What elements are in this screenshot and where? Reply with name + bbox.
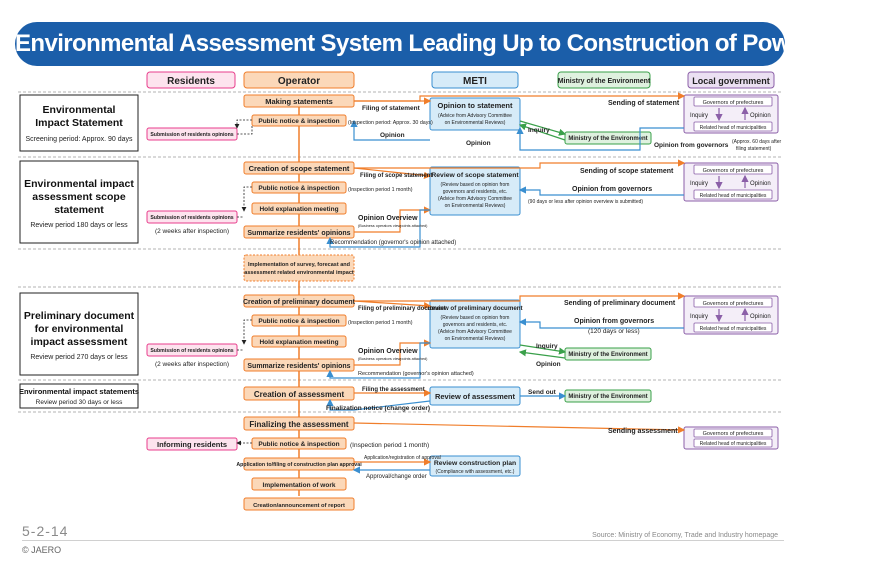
review-prelim-sub-line3: (Advice from Advisory Committee (438, 329, 512, 335)
label-application-registration: Application/registration of approval (364, 455, 441, 461)
column-headers (147, 72, 774, 88)
label-recommendation-1: Recommendation (governor's opinion attached) (330, 240, 457, 246)
label-within-90: (90 days or less after opinion overview is submitted) (528, 199, 644, 205)
stage-2-period: Review period 180 days or less (30, 222, 128, 229)
stage-2-name-line3: statement (54, 204, 104, 216)
flow-arrows (330, 96, 684, 470)
application-construction-plan: Application to/filing of construction plan approval (236, 462, 362, 468)
column-header-ministry-environment: Ministry of the Environment (557, 78, 651, 85)
governors-2: Governors of prefectures (702, 168, 764, 174)
public-notice-2: Public notice & inspection (258, 185, 340, 192)
label-filing-prelim: Filing of preliminary document (358, 306, 446, 312)
label-opinion-overview-sub-1: (Business operators viewpoints attached) (358, 224, 428, 228)
creation-scope-statement: Creation of scope statement (248, 164, 350, 173)
label-sending-assessment: Sending assessment (608, 428, 678, 435)
page-title: Environmental Assessment System Leading Up to Construction of Power Station (15, 30, 895, 57)
moe-box-3: Ministry of the Environment (568, 394, 648, 400)
creation-of-assessment: Creation of assessment (253, 390, 345, 399)
label-sending-scope: Sending of scope statement (580, 168, 674, 175)
label-120-days: (120 days or less) (588, 328, 640, 335)
governors-4: Governors of prefectures (702, 431, 764, 437)
label-opinion-1b: Opinion (466, 140, 491, 147)
public-notice-1: Public notice & inspection (258, 118, 340, 125)
label-opinion-overview-2: Opinion Overview (358, 348, 418, 355)
label-inspection-1month-1: (Inspection period 1 month) (348, 187, 413, 193)
label-filing-statement: Filing of statement (362, 105, 420, 112)
review-prelim-sub-line4: on Environmental Reviews) (444, 336, 506, 342)
inquiry-2: Inquiry (690, 181, 709, 187)
informing-residents: Informing residents (156, 440, 228, 449)
label-inspection-1month-3: (Inspection period 1 month) (350, 442, 430, 449)
stage-labels (19, 95, 139, 408)
label-sending-statement: Sending of statement (608, 100, 680, 107)
public-notice-4: Public notice & inspection (258, 441, 340, 448)
label-opinion-governors-3: Opinion from governors (574, 318, 655, 325)
related-heads-2: Related head of municipalities (699, 193, 767, 199)
governors-3: Governors of prefectures (702, 301, 764, 307)
submission-opinions-2: Submission of residents opinions (150, 215, 234, 221)
implementation-survey-line1: Implementation of survey, forecast and (248, 262, 350, 268)
residents-boxes (147, 128, 237, 450)
label-opinion-overview-1: Opinion Overview (358, 215, 418, 222)
review-scope-sub-line1: (Review based on opinion from (440, 182, 510, 188)
label-sending-prelim: Sending of preliminary document (564, 300, 676, 307)
stage-2-name-line2: assessment scope (32, 191, 126, 203)
column-header-operator: Operator (277, 76, 321, 87)
stage-3-name-line2: for environmental (34, 323, 124, 335)
hold-explanation-meeting-2: Hold explanation meeting (259, 339, 339, 346)
label-inquiry-1: Inquiry (528, 127, 550, 134)
stage-4-name: Environmental impact statements (18, 387, 140, 396)
label-approval-change: Approval/change order (366, 474, 427, 480)
label-approx-60-line2: filing statement) (736, 146, 772, 152)
moe-box-1: Ministry of the Environment (568, 136, 648, 142)
label-inspection-30: (Inspection period: Approx. 30 days) (348, 120, 433, 126)
review-of-assessment: Review of assessment (434, 392, 516, 401)
opinion-2: Opinion (750, 181, 771, 187)
related-heads-4: Related head of municipalities (699, 441, 767, 447)
inquiry-1: Inquiry (690, 113, 709, 119)
review-preliminary-document: Review of preliminary document (427, 305, 523, 312)
label-filing-scope: Filing of scope statement (360, 173, 433, 179)
submission-opinions-1: Submission of residents opinions (150, 132, 234, 138)
opinion-statement-sub-line1: (Advice from Advisory Committee (438, 113, 512, 119)
stage-2-name-line1: Environmental impact (24, 178, 134, 190)
column-header-local-government: Local government (692, 76, 770, 86)
copyright: © JAERO (22, 545, 62, 555)
making-statements: Making statements (265, 97, 333, 106)
label-opinion-overview-sub-2: (Business operators viewpoints attached) (358, 357, 428, 361)
stage-3-name-line1: Preliminary document (23, 310, 135, 322)
label-finalization-notice: Finalization notice (change order) (326, 405, 431, 412)
opinion-statement-sub-line2: on Environmental Reviews) (444, 120, 506, 126)
opinion-3: Opinion (750, 314, 771, 320)
label-filing-assessment: Filing the assessment (362, 387, 425, 393)
hold-explanation-meeting-1: Hold explanation meeting (259, 206, 339, 213)
review-scope-sub-line3: (Advice from Advisory Committee (438, 196, 512, 202)
opinion-1: Opinion (750, 113, 771, 119)
label-send-out: Send out (528, 389, 556, 396)
stage-3-period: Review period 270 days or less (30, 354, 128, 361)
governors-1: Governors of prefectures (702, 100, 764, 106)
related-heads-1: Related head of municipalities (699, 125, 767, 131)
column-header-meti: METI (463, 76, 487, 87)
label-recommendation-2: Recommendation (governor's opinion attached) (358, 371, 474, 377)
label-approx-60-line1: (Approx. 60 days after (732, 139, 782, 145)
label-inspection-1month-2: (Inspection period 1 month) (348, 320, 413, 326)
public-notice-3: Public notice & inspection (258, 318, 340, 325)
review-scope-statement: Review of scope statement (431, 172, 519, 179)
label-opinion-3: Opinion (536, 361, 561, 368)
stage-1-name-line1: Environmental (42, 104, 116, 116)
label-opinion-1a: Opinion (380, 132, 405, 139)
review-prelim-sub-line2: governors and residents, etc. (442, 322, 508, 328)
stage-3-name-line3: impact assessment (30, 336, 128, 348)
stage-1-name-line2: Impact Statement (35, 117, 123, 129)
review-plan-sub: (Compliance with assessment, etc.) (435, 469, 515, 475)
column-header-residents: Residents (167, 76, 215, 87)
related-heads-3: Related head of municipalities (699, 326, 767, 332)
submission-opinions-3: Submission of residents opinions (150, 348, 234, 354)
label-opinion-governors-1: Opinion from governors (654, 142, 729, 149)
implementation-survey-line2: assessment related environmental impact (244, 270, 354, 276)
summarize-opinions-1: Summarize residents' opinions (247, 230, 351, 237)
stage-1-period: Screening period: Approx. 90 days (25, 136, 133, 143)
review-scope-sub-line4: on Environmental Reviews) (444, 203, 506, 209)
inquiry-3: Inquiry (690, 314, 709, 320)
moe-box-2: Ministry of the Environment (568, 352, 648, 358)
figure-code: 5-2-14 (22, 523, 69, 539)
source-note: Source: Ministry of Economy, Trade and Industry homepage (592, 532, 778, 539)
review-construction-plan: Review construction plan (433, 460, 517, 467)
summarize-opinions-2: Summarize residents' opinions (247, 363, 351, 370)
two-weeks-note-2: (2 weeks after inspection) (154, 361, 230, 368)
review-scope-sub-line2: governors and residents, etc. (442, 189, 508, 195)
creation-of-report: Creation/announcement of report (253, 503, 345, 509)
label-opinion-governors-2: Opinion from governors (572, 186, 653, 193)
stage-4-period: Review period 30 days or less (35, 399, 123, 406)
label-inquiry-3: Inquiry (536, 343, 558, 350)
finalizing-assessment: Finalizing the assessment (249, 420, 349, 429)
review-prelim-sub-line1: (Review based on opinion from (440, 315, 510, 321)
creation-preliminary-document: Creation of preliminary document (242, 299, 356, 306)
implementation-of-work: Implementation of work (262, 482, 336, 489)
two-weeks-note-1: (2 weeks after inspection) (154, 228, 230, 235)
opinion-to-statement: Opinion to statement (437, 101, 513, 110)
footer-divider (22, 540, 784, 541)
